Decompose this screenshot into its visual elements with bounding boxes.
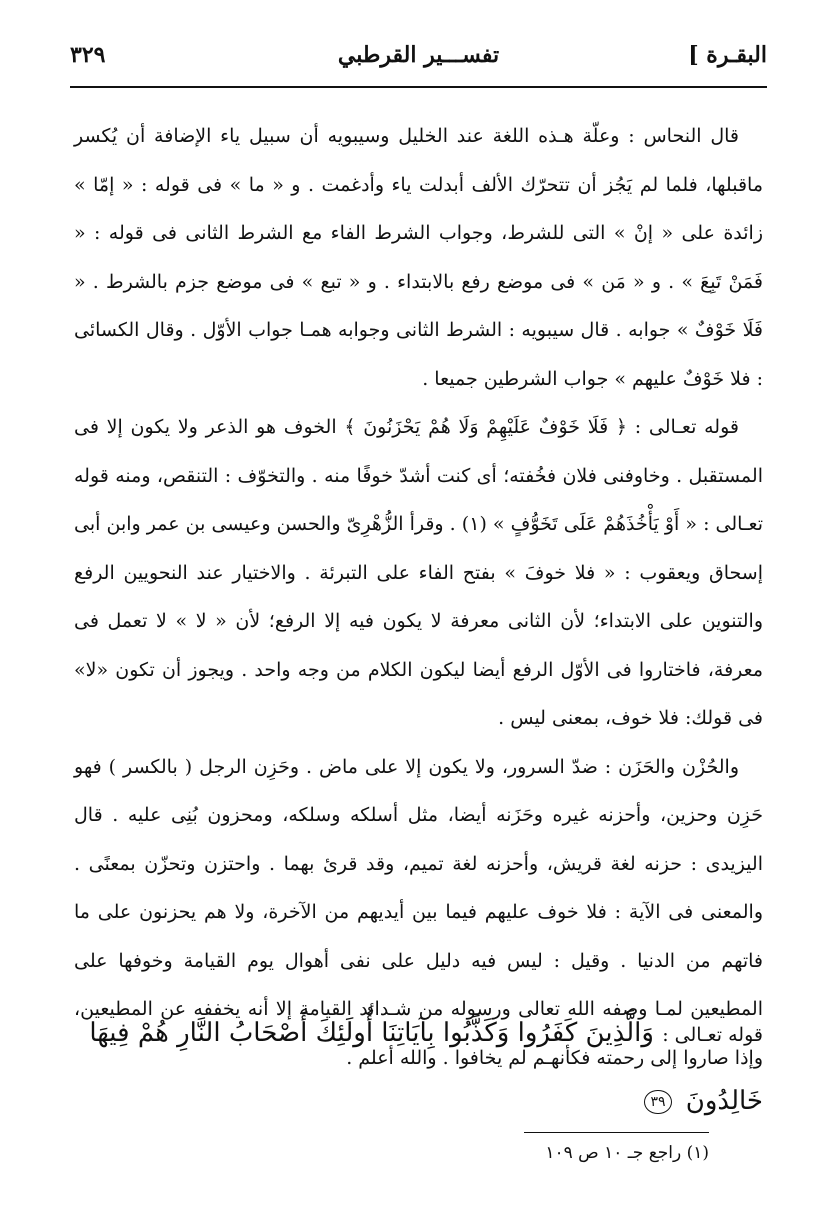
quran-verse (74, 1000, 763, 1134)
surah-name: البقـرة ] (688, 42, 767, 68)
page-number: ٣٢٩ (70, 42, 106, 68)
verse-lead: قوله تعـالى : (662, 1024, 763, 1046)
book-title: تفســـير القرطبي (337, 42, 500, 68)
paragraph: والحُزْن والحَزَن : ضدّ السرور، ولا يكون إلا على ماض . وحَزِن الرجل ( بالكسر ) فهو حَزِن وحزين، وأحزنه غيره وحَزَنه أيضا، مثل أسلكه وسلكه، ومحزون بُنِى عليه . قال اليزيدى : حزنه لغة قريش، وأحزنه لغة تميم، وقد قرئ بهما . واحتزن وتحزّن بمعنًى . والمعنى فى الآية : فلا خوف عليهم فيما بين أيديهم من الآخرة، ولا هم يحزنون على ما فاتهم من الدنيا . وقيل : ليس فيه دليل على نفى أهوال يوم القيامة وخوفها على المطيعين لمـا وصفه الله تعالى ورسوله من شـدائد القيامة إلا أنه يخففه عن المطيعين، وإذا صاروا إلى رحمته فكأنهـم لم يخافوا . والله أعلم . (74, 755, 763, 1069)
ayah-number-marker: ٣٩ (644, 1090, 671, 1114)
verse-text: وَالَّذِينَ كَفَرُوا وَكَذَّبُوا بِآيَاتِنَا أُولَئِكَ أَصْحَابُ النَّارِ هُمْ فِيهَا خَالِدُونَ (89, 1018, 763, 1116)
footnote: (١) راجع جـ ١٠ ص ١٠٩ (545, 1143, 709, 1163)
footnote-rule (524, 1132, 709, 1133)
page-header (70, 38, 767, 82)
commentary-text (74, 112, 763, 1082)
paragraph: قوله تعـالى : ﴿ فَلَا خَوْفٌ عَلَيْهِمْ وَلَا هُمْ يَحْزَنُونَ ﴾ الخوف هو الذعر ولا يكون إلا فى المستقبل . وخاوفنى فلان فخُفته؛ أى كنت أشدّ خوفًا منه . والتخوّف : التنقص، ومنه قوله تعـالى : « أَوْ يَأْخُذَهُمْ عَلَى تَخَوُّفٍ » (١) . وقرأ الزُّهْرِىّ والحسن وعيسى بن عمر وابن أبى إسحاق ويعقوب : « فلا خوفَ » بفتح الفاء على التبرئة . والاختيار عند النحويين الرفع والتنوين على الابتداء؛ لأن الثانى معرفة لا يكون فيه إلا الرفع؛ لأن « لا » لا تعمل فى معرفة، فاختاروا فى الأوّل الرفع أيضا ليكون الكلام من وجه واحد . ويجوز أن تكون «لا» فى قولك: فلا خوف، بمعنى ليس . (74, 416, 763, 729)
paragraph: قال النحاس : وعلّة هـذه اللغة عند الخليل وسيبويه أن سبيل ياء الإضافة أن يُكسر ماقبلها، فلما لم يَجُز أن تتحرّك الألف أبدلت ياء وأدغمت . و « ما » فى قوله : « إمّا » زائدة على « إنْ » التى للشرط، وجواب الشرط الفاء مع الشرط الثانى فى قوله : « فَمَنْ تَبِعَ » . و « مَن » فى موضع رفع بالابتداء . و « تبع » فى موضع جزم بالشرط . « فَلَا خَوْفٌ » جوابه . قال سيبويه : الشرط الثانى وجوابه همـا جواب الأوّل . وقال الكسائى : فلا خَوْفٌ عليهم » جواب الشرطين جميعا . (74, 125, 763, 390)
header-rule (70, 86, 767, 88)
